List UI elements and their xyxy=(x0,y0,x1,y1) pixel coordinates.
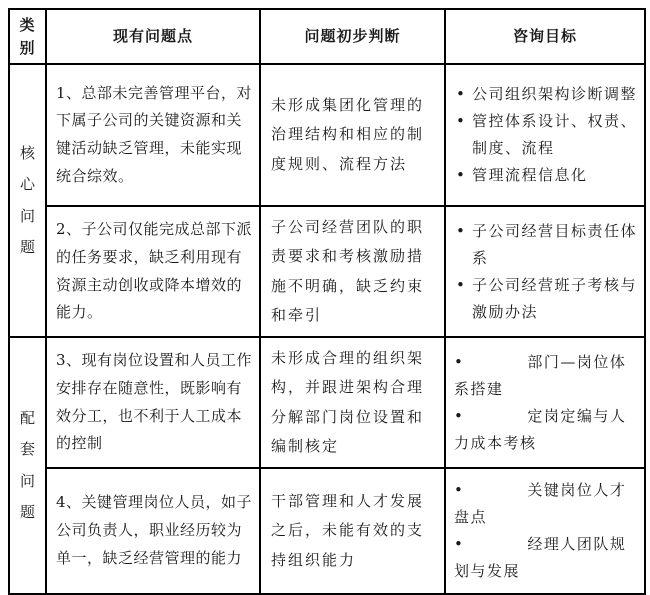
bullet-icon: • xyxy=(454,406,465,425)
goal-item xyxy=(454,162,638,189)
goal-item xyxy=(454,531,638,585)
judgment-cell: 干部管理和人才发展之后，未能有效的支持组织能力 xyxy=(260,468,445,594)
header-cell-category: 类别 xyxy=(9,9,46,64)
judgment-cell: 未形成合理的组织架构，并跟进架构合理分解部门岗位设置和编制核定 xyxy=(260,337,445,468)
goal-item xyxy=(454,477,638,531)
bullet-icon: • xyxy=(456,221,467,240)
goal-text: 子公司经营班子考核与激励办法 xyxy=(472,275,638,321)
goal-text: 公司组织架构诊断调整 xyxy=(472,85,638,103)
judgment-cell: 未形成集团化管理的治理结构和相应的制度规则、流程方法 xyxy=(260,64,445,206)
bullet-icon: • xyxy=(456,85,467,103)
goal-item xyxy=(454,403,638,457)
header-row xyxy=(9,9,645,64)
problem-cell: 2、子公司仅能完成总部下派的任务要求，缺乏利用现有资源主动创收或降本增效的能力。 xyxy=(46,206,260,337)
header-cell-goals: 咨询目标 xyxy=(445,9,645,64)
goal-text: 管理流程信息化 xyxy=(472,166,588,184)
table-row xyxy=(9,64,645,206)
goal-text: 部门—岗位体系搭建 xyxy=(454,352,627,398)
goal-item xyxy=(454,108,638,162)
goal-item xyxy=(454,349,638,403)
problem-cell: 1、总部未完善管理平台，对下属子公司的关键资源和关键活动缺乏管理，未能实现统合综效。 xyxy=(46,64,260,206)
bullet-icon: • xyxy=(456,275,467,294)
bullet-icon: • xyxy=(456,166,467,184)
goals-cell xyxy=(445,206,645,337)
goals-cell xyxy=(445,337,645,468)
goal-item xyxy=(454,81,638,108)
category-cell-support: 配套问题 xyxy=(9,337,46,594)
problem-cell: 3、现有岗位设置和人员工作安排存在随意性，既影响有效分工，也不利于人工成本的控制 xyxy=(46,337,260,468)
table-row xyxy=(9,468,645,594)
category-cell-core: 核心问题 xyxy=(9,64,46,337)
goal-text: 关键岗位人才盘点 xyxy=(454,481,627,526)
goal-text: 定岗定编与人力成本考核 xyxy=(454,406,627,452)
goal-item xyxy=(454,272,638,326)
problem-cell: 4、关键管理岗位人员，如子公司负责人，职业经历较为单一，缺乏经营管理的能力 xyxy=(46,468,260,594)
table-row xyxy=(9,337,645,468)
bullet-icon: • xyxy=(454,535,465,553)
judgment-cell: 子公司经营团队的职责要求和考核激励措施不明确，缺乏约束和牵引 xyxy=(260,206,445,337)
header-cell-problems: 现有问题点 xyxy=(46,9,260,64)
goal-text: 经理人团队规划与发展 xyxy=(454,535,627,580)
goals-cell xyxy=(445,64,645,206)
issues-table xyxy=(8,8,646,595)
bullet-icon: • xyxy=(454,481,465,499)
bullet-icon: • xyxy=(456,112,467,130)
table-row xyxy=(9,206,645,337)
goal-item xyxy=(454,218,638,272)
header-cell-judgment: 问题初步判断 xyxy=(260,9,445,64)
bullet-icon: • xyxy=(454,352,465,371)
goal-text: 管控体系设计、权责、制度、流程 xyxy=(472,112,638,157)
goal-text: 子公司经营目标责任体系 xyxy=(472,221,638,267)
goals-cell xyxy=(445,468,645,594)
